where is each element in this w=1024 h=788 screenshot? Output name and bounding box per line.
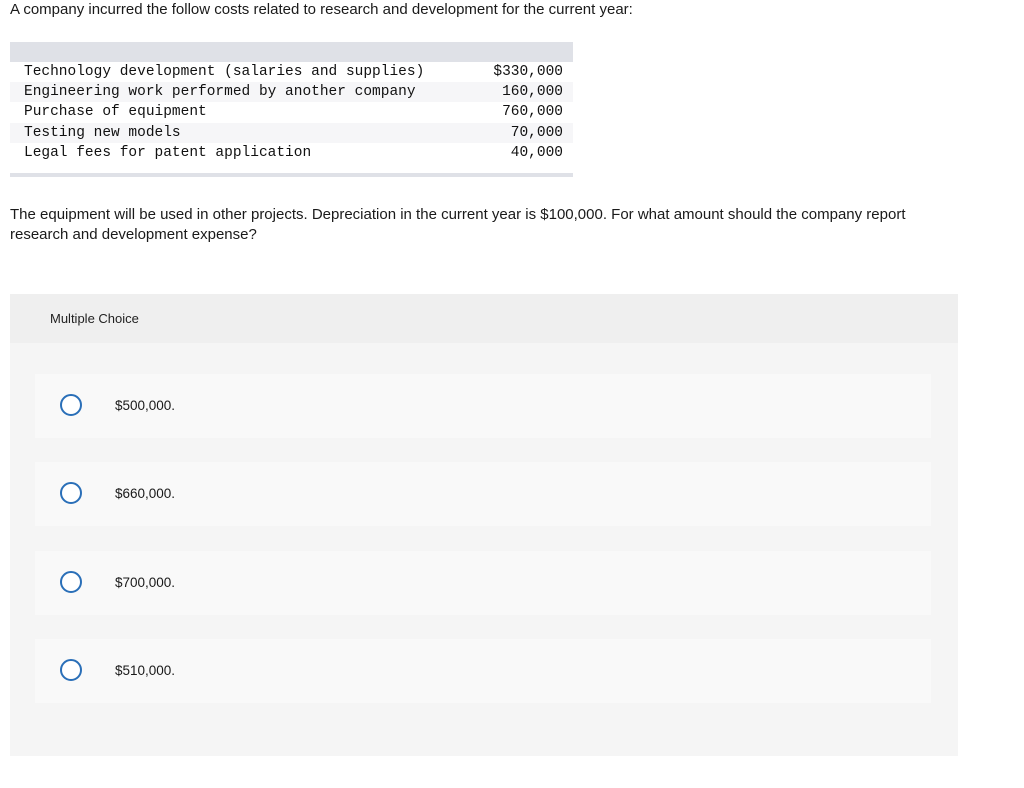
cost-table (10, 42, 573, 178)
choice-label: $660,000. (115, 486, 176, 501)
radio-button[interactable] (60, 482, 82, 504)
cost-amount: 40,000 (510, 145, 563, 161)
choice-option-2[interactable] (35, 462, 931, 526)
cost-label: Purchase of equipment (24, 104, 207, 120)
cost-amount: 760,000 (502, 104, 563, 120)
cost-label: Technology development (salaries and supplies) (24, 64, 425, 80)
question-intro: A company incurred the follow costs related to research and development for the current year: (10, 1, 633, 18)
table-footer-bar (10, 173, 573, 177)
table-row (10, 123, 573, 143)
radio-button[interactable] (60, 571, 82, 593)
cost-label: Legal fees for patent application (24, 145, 312, 161)
multiple-choice-panel (10, 294, 958, 756)
table-row (10, 62, 573, 82)
table-row (10, 82, 573, 102)
choice-option-3[interactable] (35, 551, 931, 615)
multiple-choice-title: Multiple Choice (50, 311, 139, 326)
radio-button[interactable] (60, 659, 82, 681)
radio-button[interactable] (60, 394, 82, 416)
choice-option-4[interactable] (35, 639, 931, 703)
table-row (10, 102, 573, 122)
choice-label: $510,000. (115, 663, 176, 678)
table-header-bar (10, 42, 573, 62)
choice-label: $500,000. (115, 398, 176, 413)
cost-amount: 70,000 (510, 125, 563, 141)
choice-option-1[interactable] (35, 374, 931, 438)
table-row (10, 143, 573, 163)
cost-label: Testing new models (24, 125, 181, 141)
cost-amount: 160,000 (502, 84, 563, 100)
choice-label: $700,000. (115, 575, 176, 590)
cost-label: Engineering work performed by another company (24, 84, 416, 100)
question-text: The equipment will be used in other projects. Depreciation in the current year is $100,000. For what amount should the company report research and development expense? (10, 206, 906, 243)
cost-amount: $330,000 (493, 64, 563, 80)
multiple-choice-header (10, 294, 958, 343)
